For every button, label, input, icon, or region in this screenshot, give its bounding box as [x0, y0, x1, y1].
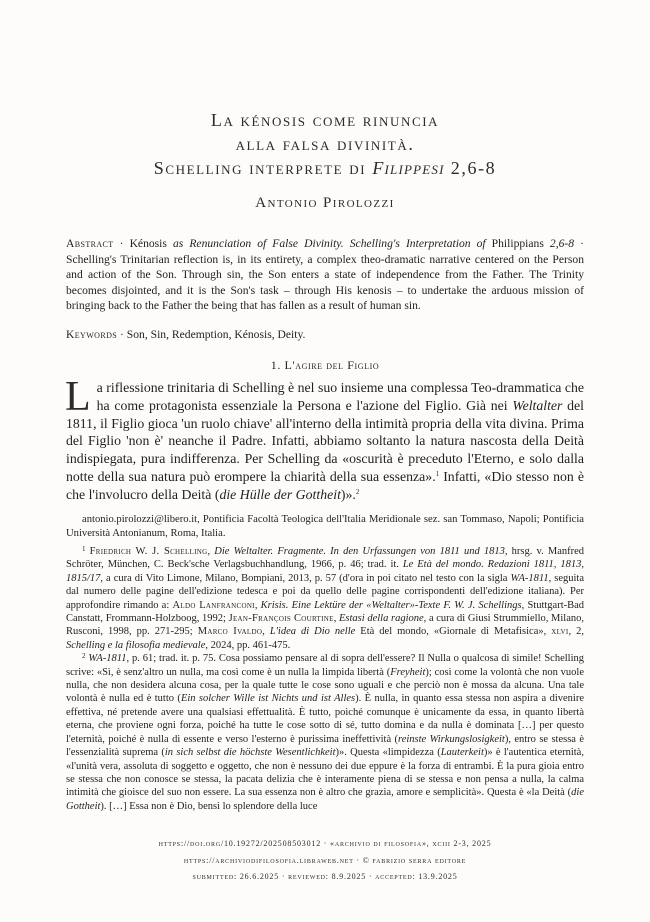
title-line-3-prefix: Schelling interprete di	[153, 158, 373, 178]
footnote-1-sigla: WA-1811	[510, 572, 549, 584]
author-name: Antonio Pirolozzi	[255, 195, 395, 211]
footnote-2-text-a: , p. 61; trad. it. p. 75. Cosa possiamo pensare al di sopra dell'essere? Il Nulla o qualcosa di simile! Schelling scrive: «Sì, è senz'altro un nulla, ma così come è un nulla la limpida libertà (	[66, 653, 585, 678]
body-text-2: del 1811, il Figlio gioca 'un ruolo chiave' all'interno della intimità propria della vita divina. Prima del Figlio 'non è' neanche il Padre. Infatti, abbiamo soltanto la natura nascosta della Deità indispiegata, pura indifferenza. Per Schelling da «oscurità è preceduto l'Eterno, e solo dalla notte della sua natura può erompere la chiarità della sua essenza».	[66, 397, 584, 484]
footnote-2-italic-2: Ein solcher Wille ist Nichts und ist Alles	[180, 693, 356, 705]
footnote-1-title: Die Weltalter. Fragmente. In den Urfassungen von 1811 und 1813	[214, 546, 505, 557]
footnote-2-sigla: WA-1811	[88, 653, 127, 665]
footnote-1-text-k: , 2,	[568, 626, 585, 638]
footer-url-line[interactable]: https://archiviodifilosofia.libraweb.net · © fabrizio serra editore	[183, 855, 467, 865]
footnote-1-text-a: ,	[207, 546, 215, 557]
footnote-1-volume: xlvi	[551, 626, 569, 638]
footnote-1-text-i: ,	[262, 626, 270, 638]
body-italic-2: die Hülle der Gottheit	[219, 486, 341, 502]
abstract	[66, 236, 584, 314]
footnote-1-text-d: , seguita dal numero delle pagine dell'edizione tedesca e poi da quello delle pagine corrispondenti dell'edizione italiana). Per approfondire rimando a:	[66, 572, 585, 611]
title-line-2: alla falsa divinità.	[235, 134, 415, 154]
footnote-2-italic-5: Lauterkeit	[440, 747, 484, 759]
footer-doi-line[interactable]: https://doi.org/10.19272/202508503012 · «archivio di filosofia», xciii 2-3, 2025	[158, 839, 492, 848]
author-affiliation: antonio.pirolozzi@libero.it, Pontificia Facoltà Teologica dell'Italia Meridionale sez. san Tommaso, Napoli; Pontificia Università Antonianum, Roma, Italia.	[66, 514, 584, 539]
abstract-label: Abstract	[66, 237, 114, 250]
drop-cap: L	[65, 374, 91, 420]
abstract-title-italic-1: as Renunciation of False Divinity. Schelling's Interpretation of	[172, 237, 486, 250]
footnote-ref-1[interactable]: 1	[435, 469, 440, 478]
footnote-1-title-4a: L'idea di Dio nelle	[269, 626, 356, 638]
footnote-1-text-j: Età del mondo, «Giornale di Metafisica»,	[355, 626, 552, 638]
keywords-text: · Son, Sin, Redemption, Kénosis, Deity.	[117, 328, 306, 341]
footnote-1-text-c: , a cura di Vito Limone, Milano, Bompiani, 2013, p. 57 (d'ora in poi citato nel testo con la sigla	[100, 572, 511, 584]
footer-dates-line: submitted: 26.6.2025 · reviewed: 8.9.2025 · accepted: 13.9.2025	[192, 872, 458, 881]
footnote-1-title-4b: Schelling e la filosofia medievale	[66, 639, 206, 651]
footnote-2-italic-1: Freyheit	[390, 666, 426, 678]
footnote-1-text-l: , 2024, pp. 461-475.	[205, 639, 291, 651]
title-line-3	[66, 156, 584, 180]
footnote-1	[66, 545, 584, 652]
article-title	[66, 108, 584, 180]
footnote-2-italic-4: in sich selbst die höchste Wesentlichkeit	[164, 747, 336, 759]
body-text-1: a riflessione trinitaria di Schelling è nel suo insieme una complessa Teo-drammatica che ha come protagonista essenziale la Persona e l'azione del Figlio. Già nei	[96, 380, 584, 413]
footnote-1-author-4: Marco Ivaldo	[197, 626, 263, 638]
footnote-1-author: Friedrich W. J. Schelling	[89, 546, 208, 557]
title-line-3-italic: Filippesi	[372, 158, 445, 178]
footnote-1-text-h: , a cura di Giusi Strummiello, Milano, Rusconi, 1998, pp. 271-295;	[66, 613, 585, 638]
keywords	[66, 327, 584, 342]
abstract-title-italic-2: 2,6-8	[549, 237, 575, 250]
title-line-1: La kénosis come rinuncia	[210, 110, 440, 130]
abstract-sep: ·	[113, 237, 130, 250]
body-italic-1: Weltalter	[512, 397, 563, 413]
footnote-1-text-f: , Stuttgart-Bad Canstatt, Frommann-Holzboog, 1992;	[66, 599, 585, 625]
footnote-2-text-b: ); così come la volontà che non vuole nulla, che non desidera alcuna cosa, per la quale tutte le cose sono uguali e che perciò non è mossa da alcuna. Una tale volontà è nulla ed è tutto (	[66, 666, 584, 705]
footnote-2-text-d: ), entro se stessa è l'essenzialità suprema (	[66, 733, 584, 759]
section-heading: 1. L'agire del Figlio	[270, 358, 380, 372]
body-text-4: )».	[340, 486, 356, 502]
footnote-1-text-b: , hrsg. v. Manfred Schröter, München, C. Beck'sche Verlagsbuchhandlung, 1966, p. 46; trad. it.	[66, 546, 585, 571]
footnotes	[66, 545, 584, 813]
footnote-1-number: 1	[82, 545, 86, 553]
footnote-2-text-f: )» è l'autentica eternità, «l'unità vera, assoluta di soggetto e oggetto, che non è nessuno dei due eppure è la forza di entrambi. È la pura gioia entro se stessa che non conosce se stessa, la pacata delizia che è interamente piena di se stessa e non pensa a nulla, la calma intimità che gioisce del suo non essere. La sua essenza non è altro che grazia, amore e semplicità». Questa è «la Deità (	[66, 747, 584, 799]
footnote-1-text-g: ,	[333, 613, 339, 625]
footnote-2	[66, 652, 584, 813]
footnote-2-text-g: ). […] Essa non è Dio, bensì lo splendore della luce	[100, 800, 318, 812]
footnote-2-number: 2	[82, 652, 86, 661]
footnote-1-author-3: Jean-François Courtine	[228, 613, 334, 625]
abstract-title-plain-1: Kénosis	[129, 237, 173, 250]
footnote-1-title-3: Estasi della ragione	[338, 613, 424, 625]
abstract-text: · Schelling's Trinitarian reflection is, in its entirety, a complex theo-dramatic narrative centered on the Person and action of the Son. Through sin, the Son enters a state of independence from the Father. The Trinity becomes disjointed, and it is the Son's task – through His kenosis – to undertake the arduous mission of bringing back to the Father the being that has fallen as a result of human sin.	[66, 237, 584, 313]
body-text-3: Infatti, «Dio stesso non è che l'involucro della Deità (	[66, 468, 584, 502]
footnote-2-text-e: )». Questa «limpidezza (	[335, 747, 441, 759]
footnote-2-text-c: ). È nulla, in quanto essa stessa non aspira a divenire effettiva, né pretende avere una qualsiasi effettualità. È tutto, poiché comunque è unicamente da essa, in quanto libertà eterna, che proviene ogni forza, poiché ha tutte le cose sotto di sé, tutto domina e da nulla è dominata […] per questo l'eternità, poiché è nulla di essente e verso l'esterno è purissima ineffettività (	[66, 693, 584, 745]
footnote-2-italic-6: die Gottheit	[66, 787, 584, 812]
footnote-1-text-e: ,	[254, 599, 261, 611]
footnote-1-title-2: Krisis. Eine Lektüre der «Weltalter»-Texte F. W. J. Schellings	[260, 599, 522, 611]
keywords-label: Keywords	[66, 328, 118, 341]
footnote-1-author-2: Aldo Lanfranconi	[172, 599, 255, 611]
footnote-1-it-title: Le Età del mondo. Redazioni 1811, 1813, 1815/17	[66, 559, 584, 584]
footnote-ref-2[interactable]: 2	[355, 487, 360, 496]
page-footer	[66, 836, 584, 886]
body-paragraph	[65, 374, 584, 504]
title-line-3-suffix: 2,6-8	[444, 158, 497, 178]
footnote-2-italic-3: reinste Wirkungslosigkeit	[398, 733, 505, 745]
abstract-title-plain-2: Philippians	[485, 237, 550, 250]
